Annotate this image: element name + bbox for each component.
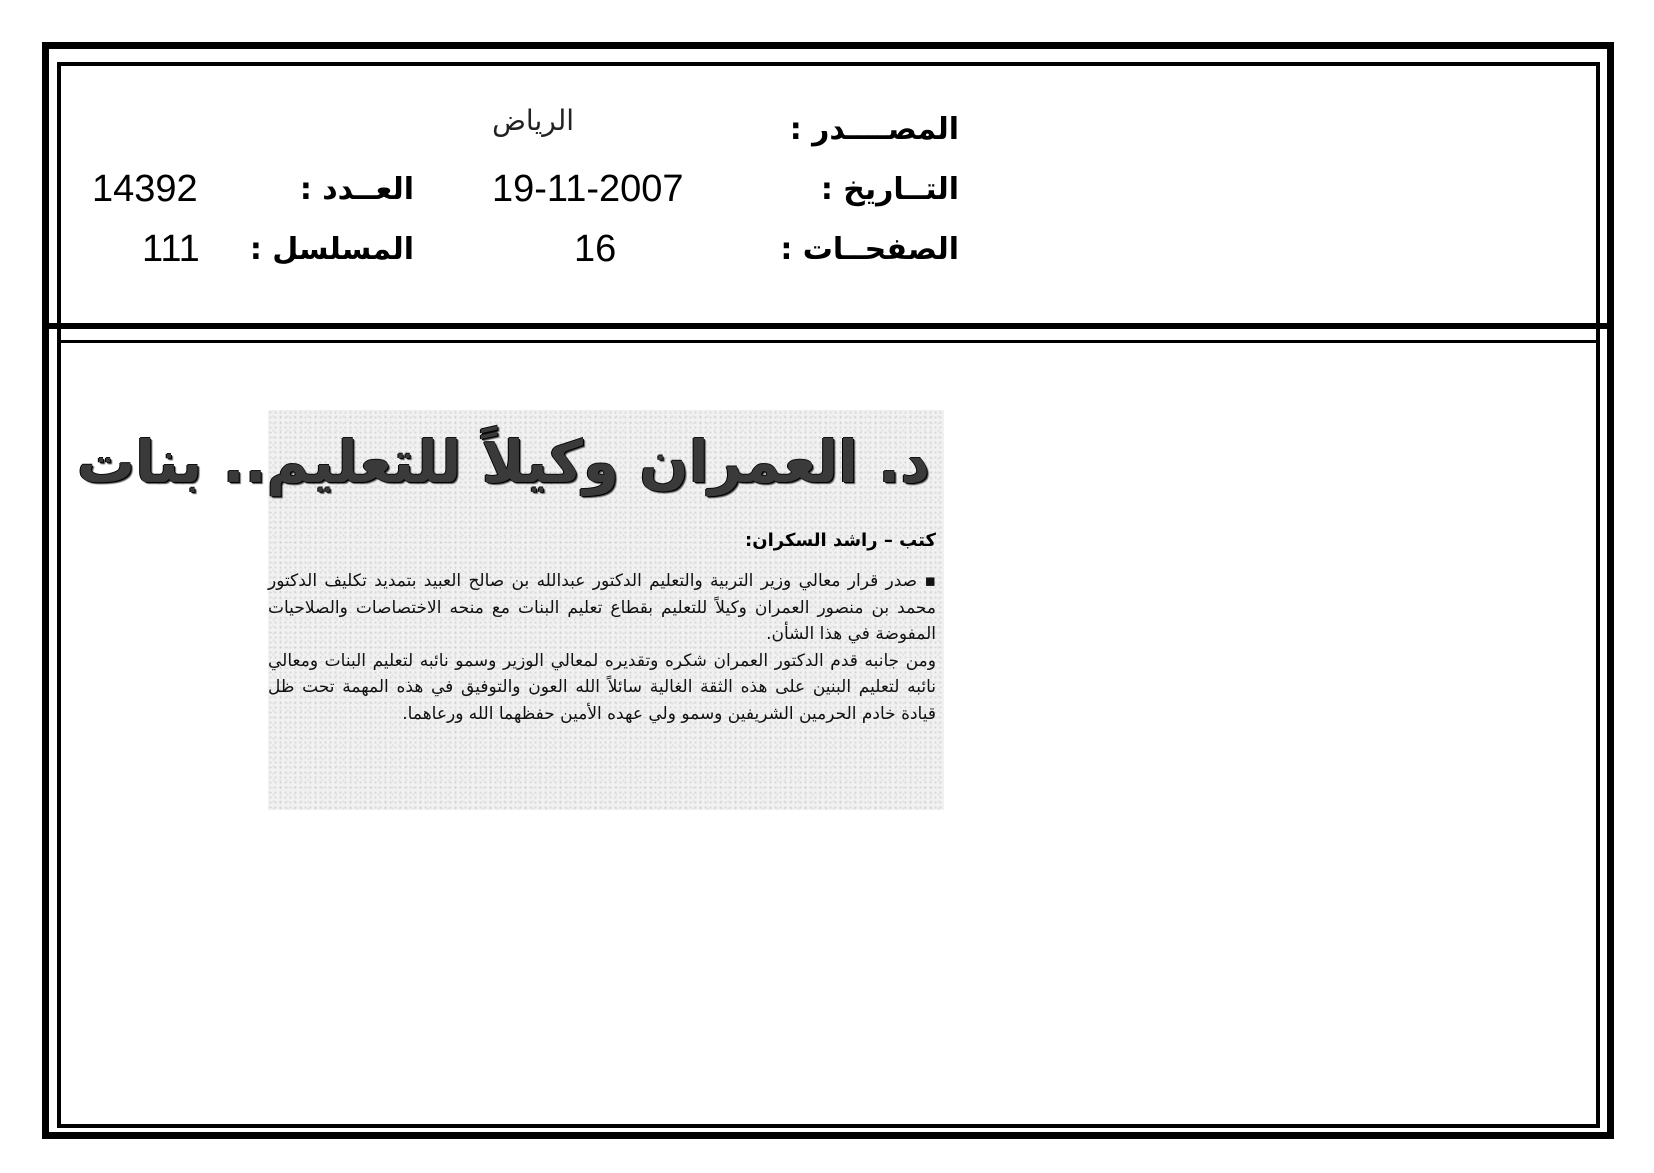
source-value: الرياض <box>492 104 574 137</box>
newspaper-clipping <box>76 410 944 810</box>
article-paragraph: ومن جانبه قدم الدكتور العمران شكره وتقديره لمعالي الوزير وسمو نائبه لتعليم البنات ومعالي نائبه لتعليم البنين على هذه الثقة الغالية سائلاً الله العون والتوفيق في هذه المهمة تحت ظل قيادة خادم الحرمين الشريفين وسمو ولي عهده الأمين حفظهما الله ورعاهما. <box>268 650 936 724</box>
article-body <box>268 568 936 727</box>
article-byline: كتب – راشد السكران: <box>745 530 936 551</box>
article-headline: د. العمران وكيلاً للتعليم.. بنات <box>76 428 930 496</box>
issue-label: العــدد : <box>299 172 414 207</box>
pages-label: الصفحــات : <box>780 232 959 267</box>
serial-label: المسلسل : <box>249 232 414 267</box>
serial-value: 111 <box>142 228 200 270</box>
header-divider-thin <box>57 340 1600 343</box>
header-divider-thick <box>45 323 1610 329</box>
pages-value: 16 <box>574 228 617 270</box>
issue-value: 14392 <box>92 168 198 210</box>
date-label: التــاريخ : <box>820 172 959 207</box>
date-value: 19-11-2007 <box>492 168 684 210</box>
article-paragraph: ▪ صدر قرار معالي وزير التربية والتعليم الدكتور عبدالله بن صالح العبيد بتمديد تكليف الدكتور محمد بن منصور العمران وكيلاً للتعليم بقطاع تعليم البنات مع منحه الاختصاصات والصلاحيات المفوضة في هذا الشأن. <box>268 571 936 644</box>
source-label: المصــــدر : <box>789 112 959 147</box>
